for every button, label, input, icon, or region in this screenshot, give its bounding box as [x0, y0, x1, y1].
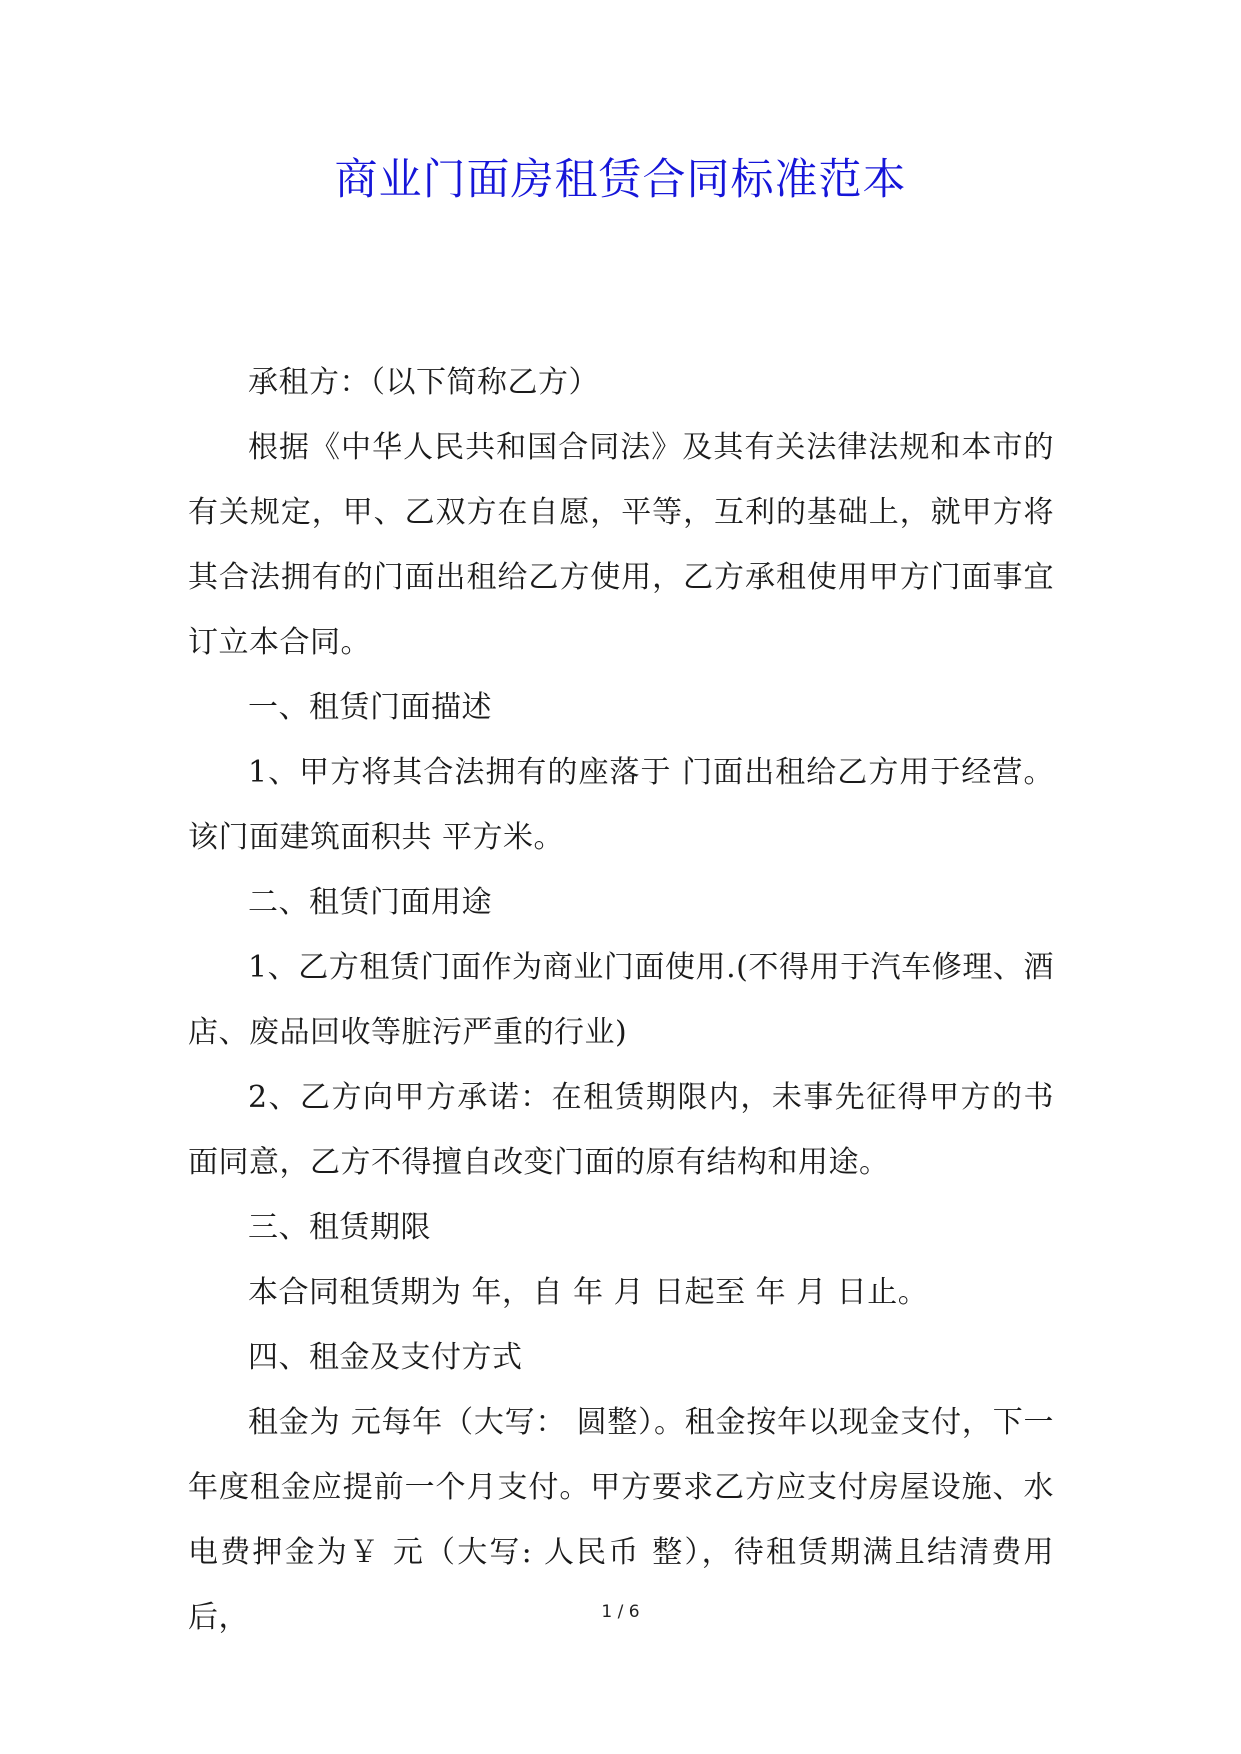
section-heading-usage: 二、租赁门面用途 [248, 885, 492, 920]
section-heading-description: 一、租赁门面描述 [248, 690, 492, 725]
paragraph-location: 1、甲方将其合法拥有的座落于 门面出租给乙方用于经营。该门面建筑面积共 平方米。 [188, 755, 1054, 855]
paragraph-term: 本合同租赁期为 年，自 年 月 日起至 年 月 日止。 [248, 1275, 929, 1310]
section-heading-rent: 四、租金及支付方式 [248, 1340, 523, 1375]
document-body [188, 350, 1054, 1650]
paragraph-rent: 租金为 元每年（大写： 圆整）。租金按年以现金支付，下一年度租金应提前一个月支付。甲方要求乙方应支付房屋设施、水电费押金为￥ 元（大写: 人民币 整），待租赁期满且结清费用后， [188, 1405, 1054, 1635]
paragraph-preamble: 根据《中华人民共和国合同法》及其有关法律法规和本市的有关规定，甲、乙双方在自愿，平等，互利的基础上，就甲方将其合法拥有的门面出租给乙方使用，乙方承租使用甲方门面事宜订立本合同。 [188, 430, 1054, 660]
paragraph-usage-2: 2、乙方向甲方承诺：在租赁期限内，未事先征得甲方的书面同意，乙方不得擅自改变门面的原有结构和用途。 [188, 1080, 1054, 1180]
paragraph-usage-1: 1、乙方租赁门面作为商业门面使用.(不得用于汽车修理、酒店、废品回收等脏污严重的行业) [188, 950, 1054, 1050]
section-heading-term: 三、租赁期限 [248, 1210, 431, 1245]
document-title: 商业门面房租赁合同标准范本 [334, 155, 907, 205]
paragraph-lessee: 承租方：（以下简称乙方） [248, 365, 599, 400]
page-number: 1 / 6 [601, 1602, 640, 1622]
